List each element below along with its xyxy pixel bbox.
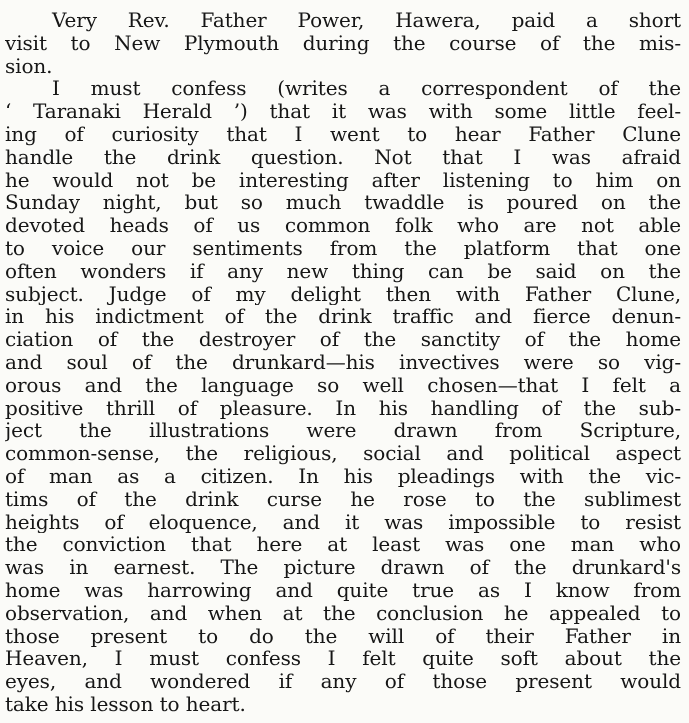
text-line: subject. Judge of my delight then with Father Clune, (5, 282, 681, 306)
text-line: Heaven, I must confess I felt quite soft about the (5, 647, 681, 671)
text-line: handle the drink question. Not that I was afraid (5, 145, 681, 169)
text-line: devoted heads of us common folk who are not able (5, 214, 681, 237)
text-line: take his lesson to heart. (5, 692, 246, 716)
text-line: common-sense, the religious, social and political aspect (5, 442, 681, 465)
paragraph-correspondent-account (5, 77, 681, 715)
text-line: was in earnest. The picture drawn of the drunkard's (5, 556, 681, 579)
text-line: ‘ Taranaki Herald ’) that it was with some little feel- (5, 100, 681, 123)
text-line: ciation of the destroyer of the sanctity of the home (5, 328, 681, 351)
text-line: to voice our sentiments from the platform that one (5, 236, 681, 260)
text-line: often wonders if any new thing can be said on the (5, 259, 681, 283)
text-line: the conviction that here at least was one man who (5, 533, 681, 557)
paragraph-father-power (5, 9, 681, 77)
text-line: I must confess (writes a correspondent of the (52, 77, 681, 101)
text-line: he would not be interesting after listening to him on (5, 168, 681, 192)
text-line: and soul of the drunkard—his invectives were so vig- (5, 350, 681, 374)
text-line: positive thrill of pleasure. In his handling of the sub- (5, 396, 681, 420)
text-line: home was harrowing and quite true as I know from (5, 578, 681, 602)
text-line: in his indictment of the drink traffic and fierce denun- (5, 305, 681, 329)
text-line: Sunday night, but so much twaddle is poured on the (5, 191, 681, 215)
text-line: tims of the drink curse he rose to the sublimest (5, 487, 681, 511)
text-line: observation, and when at the conclusion he appealed to (5, 601, 681, 625)
text-line: sion. (5, 54, 53, 78)
text-line: of man as a citizen. In his pleadings with the vic- (5, 464, 681, 488)
text-line: those present to do the will of their Father in (5, 624, 681, 648)
text-line: ing of curiosity that I went to hear Father Clune (5, 122, 681, 146)
text-line: heights of eloquence, and it was impossible to resist (5, 510, 681, 534)
text-line: ject the illustrations were drawn from Scripture, (5, 419, 681, 443)
text-line: orous and the language so well chosen—that I felt a (5, 373, 681, 397)
text-line: Very Rev. Father Power, Hawera, paid a short (52, 9, 681, 32)
text-line: visit to New Plymouth during the course of the mis- (5, 31, 681, 55)
text-line: eyes, and wondered if any of those present would (5, 670, 681, 693)
